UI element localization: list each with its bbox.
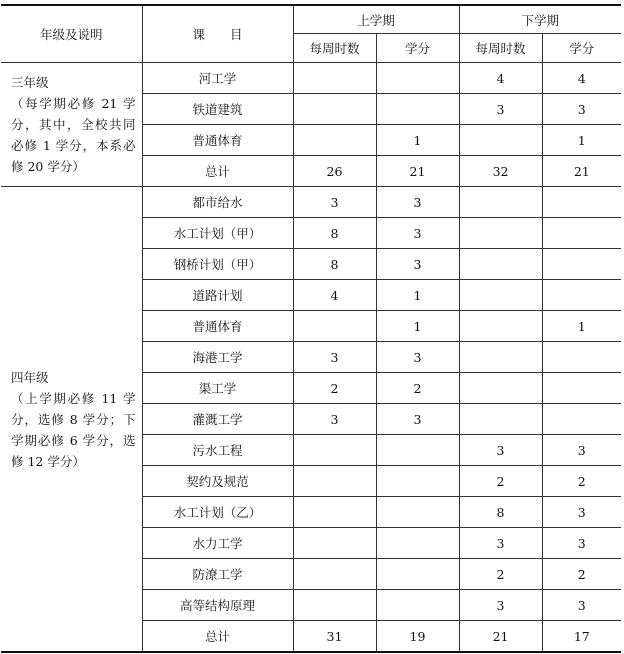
course-cell: 水工计划（乙） [142,497,293,528]
term2-credits-cell: 3 [542,590,621,621]
term2-credits-cell: 2 [542,559,621,590]
course-cell: 都市给水 [142,187,293,218]
course-cell: 道路计划 [142,280,293,311]
term1-hours-cell: 4 [293,280,376,311]
term2-hours-cell [459,404,542,435]
term1-credits-cell [376,94,459,125]
table-row [1,187,621,218]
course-cell: 灌溉工学 [142,404,293,435]
term2-credits-cell: 4 [542,63,621,94]
curriculum-table [1,4,621,653]
term1-hours-cell [293,125,376,156]
term1-credits-cell [376,590,459,621]
term1-credits-cell: 2 [376,373,459,404]
term1-credits-cell [376,559,459,590]
term2-credits-cell: 17 [542,621,621,653]
header-term2-credits: 学分 [542,34,621,63]
grade-description-cell [1,63,142,187]
term1-hours-cell [293,466,376,497]
term1-hours-cell [293,590,376,621]
course-cell: 总计 [142,621,293,653]
table-body [1,63,621,653]
term2-hours-cell: 2 [459,466,542,497]
term1-credits-cell: 1 [376,125,459,156]
header-term1: 上学期 [293,5,459,34]
term2-hours-cell [459,280,542,311]
header-grade: 年级及说明 [1,5,142,63]
term2-credits-cell: 3 [542,528,621,559]
course-cell: 钢桥计划（甲） [142,249,293,280]
term2-hours-cell [459,125,542,156]
header-course: 课 目 [142,5,293,63]
term2-credits-cell: 1 [542,311,621,342]
term1-credits-cell: 3 [376,404,459,435]
table-row [1,63,621,94]
term1-hours-cell [293,497,376,528]
term2-hours-cell [459,218,542,249]
course-cell: 水力工学 [142,528,293,559]
term1-credits-cell [376,63,459,94]
term2-credits-cell [542,404,621,435]
term1-credits-cell: 3 [376,342,459,373]
course-cell: 水工计划（甲） [142,218,293,249]
course-cell: 河工学 [142,63,293,94]
course-cell: 总计 [142,156,293,187]
header-term1-credits: 学分 [376,34,459,63]
term1-hours-cell [293,94,376,125]
term1-credits-cell [376,528,459,559]
term1-credits-cell: 21 [376,156,459,187]
course-cell: 防潦工学 [142,559,293,590]
term2-hours-cell: 8 [459,497,542,528]
term2-hours-cell [459,187,542,218]
term1-hours-cell: 3 [293,342,376,373]
term2-credits-cell: 21 [542,156,621,187]
term1-credits-cell: 3 [376,218,459,249]
term2-hours-cell: 3 [459,435,542,466]
term1-hours-cell: 2 [293,373,376,404]
header-term2-hours: 每周时数 [459,34,542,63]
term1-credits-cell: 3 [376,187,459,218]
term2-hours-cell [459,311,542,342]
term1-hours-cell: 8 [293,249,376,280]
grade-note: （上学期必修 11 学分，选修 8 学分；下学期必修 6 学分，选修 12 学分） [11,390,136,469]
term2-hours-cell [459,249,542,280]
course-cell: 海港工学 [142,342,293,373]
term1-credits-cell: 3 [376,249,459,280]
term2-credits-cell: 2 [542,466,621,497]
term1-hours-cell: 3 [293,404,376,435]
term2-hours-cell [459,373,542,404]
term2-hours-cell [459,342,542,373]
term1-hours-cell [293,559,376,590]
header-term1-hours: 每周时数 [293,34,376,63]
term2-hours-cell: 3 [459,528,542,559]
course-cell: 普通体育 [142,125,293,156]
term1-hours-cell: 31 [293,621,376,653]
term1-hours-cell [293,63,376,94]
term2-hours-cell: 3 [459,94,542,125]
term2-credits-cell [542,218,621,249]
term2-hours-cell: 4 [459,63,542,94]
term1-hours-cell: 3 [293,187,376,218]
header-term2: 下学期 [459,5,621,34]
term1-credits-cell: 1 [376,280,459,311]
term2-hours-cell: 3 [459,590,542,621]
term2-credits-cell [542,187,621,218]
course-cell: 污水工程 [142,435,293,466]
term2-credits-cell [542,280,621,311]
term2-credits-cell: 3 [542,435,621,466]
term2-hours-cell: 2 [459,559,542,590]
course-cell: 高等结构原理 [142,590,293,621]
term1-hours-cell [293,435,376,466]
term1-credits-cell [376,435,459,466]
grade-label: 三年级 [11,75,49,90]
term1-credits-cell [376,497,459,528]
term2-hours-cell: 21 [459,621,542,653]
course-cell: 契约及规范 [142,466,293,497]
course-cell: 渠工学 [142,373,293,404]
course-cell: 铁道建筑 [142,94,293,125]
term2-credits-cell: 1 [542,125,621,156]
grade-description-cell [1,187,142,653]
term1-hours-cell [293,528,376,559]
course-cell: 普通体育 [142,311,293,342]
term2-credits-cell: 3 [542,497,621,528]
term2-credits-cell [542,249,621,280]
term1-hours-cell [293,311,376,342]
term1-hours-cell: 8 [293,218,376,249]
grade-note: （每学期必修 21 学分，其中，全校共同必修 1 学分，本系必修 20 学分） [11,96,136,174]
term1-hours-cell: 26 [293,156,376,187]
grade-label: 四年级 [11,369,49,385]
term1-credits-cell [376,466,459,497]
term1-credits-cell: 19 [376,621,459,653]
term2-credits-cell: 3 [542,94,621,125]
header-row-1 [1,5,621,34]
term2-credits-cell [542,342,621,373]
term1-credits-cell: 1 [376,311,459,342]
term2-credits-cell [542,373,621,404]
term2-hours-cell: 32 [459,156,542,187]
